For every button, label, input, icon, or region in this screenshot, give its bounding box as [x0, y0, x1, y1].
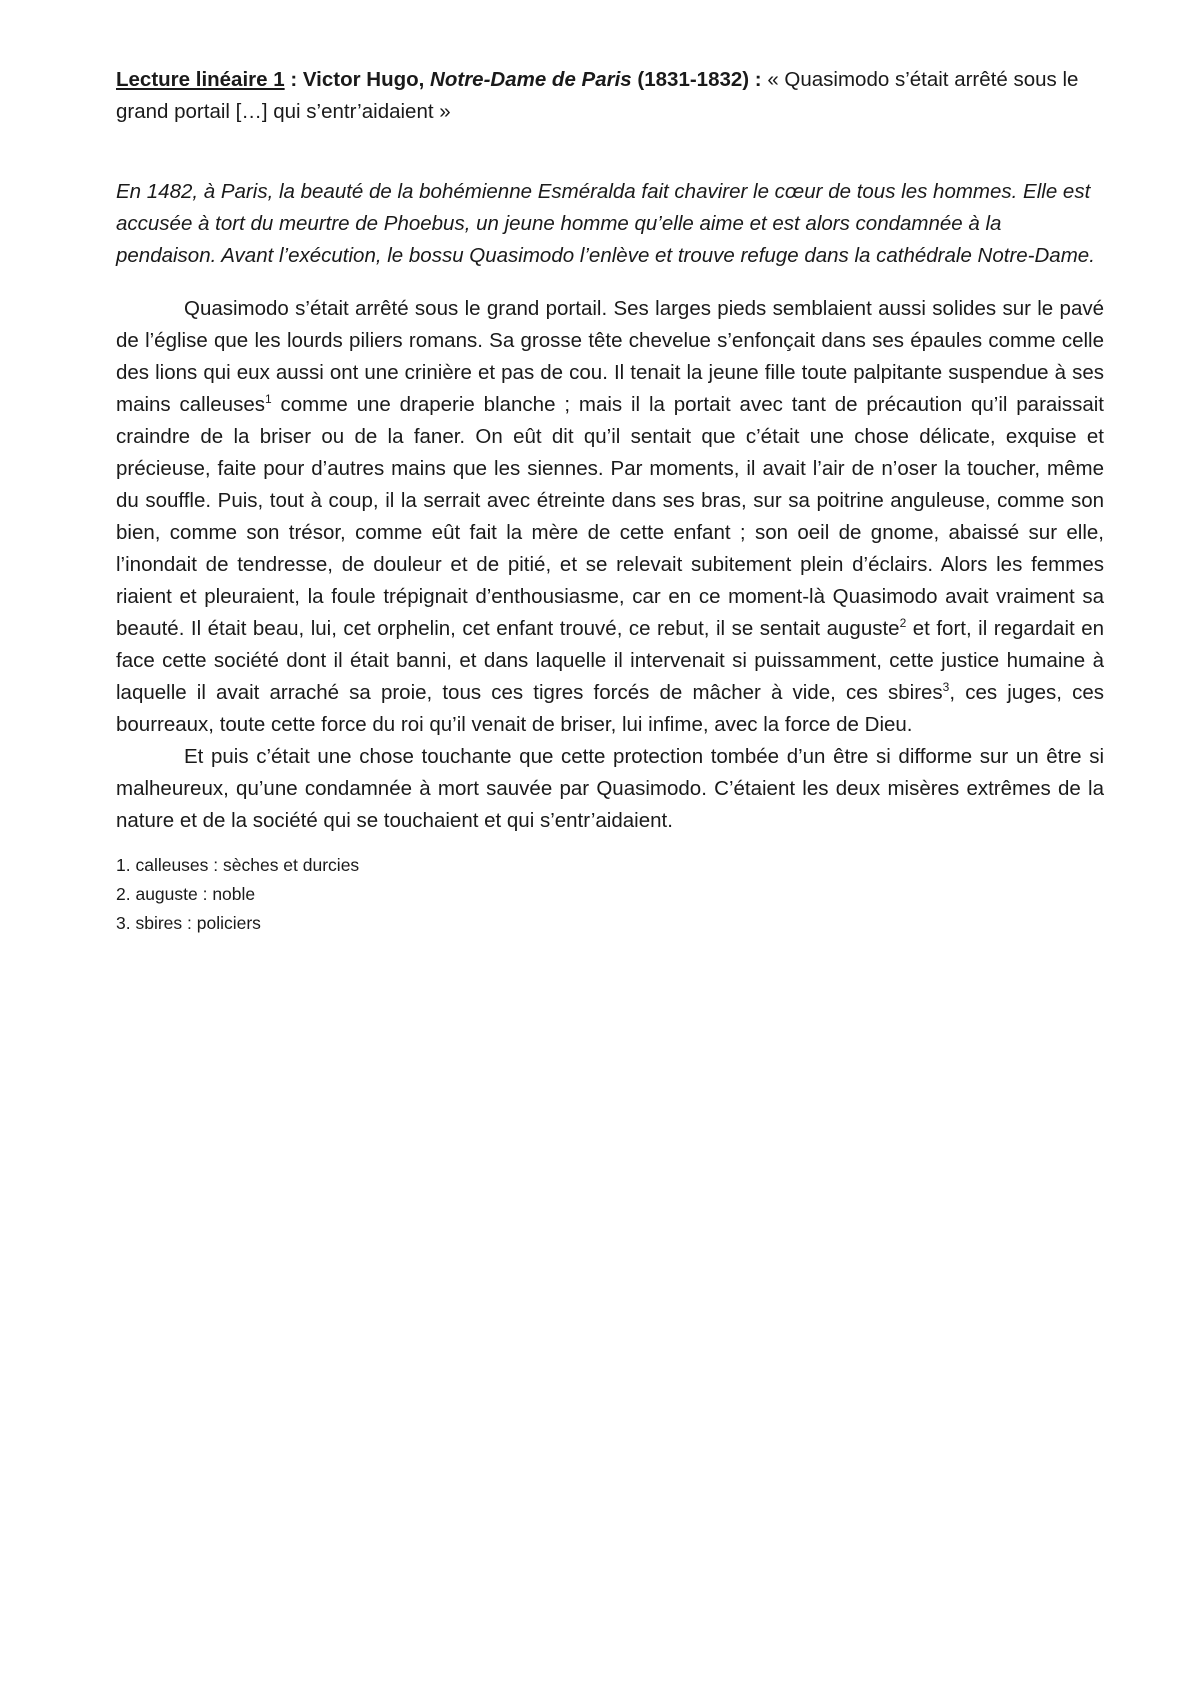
excerpt-quote: « Quasimodo s’était arrêté sous le grand portail […] qui s’entr’aidaient » — [116, 68, 1079, 123]
footnotes — [116, 851, 1104, 938]
paragraph-1-part-3: et fort, il regardait en face cette société dont il était banni, et dans laquelle il intervenait si puissamment, cette justice humaine à laquelle il avait arraché sa proie, tous ces tigres forcés de mâcher à vide, ces sbires — [116, 616, 1104, 704]
paragraph-1-part-4: , ces juges, ces bourreaux, toute cette force du roi qu’il venait de briser, lui infime, avec la force de Dieu. — [116, 680, 1104, 736]
footnote-ref-2: 2 — [899, 615, 907, 630]
paragraph-1-part-1: Quasimodo s’était arrêté sous le grand portail. Ses larges pieds semblaient aussi solides sur le pavé de l’église que les lourds piliers romans. Sa grosse tête chevelue s’enfonçait dans ses épaules comme celle des lions qui eux aussi ont une crinière et pas de cou. Il tenait la jeune fille toute palpitante suspendue à ses mains calleuses — [116, 296, 1104, 416]
excerpt-text — [116, 293, 1104, 837]
title-separator: : — [284, 68, 303, 91]
excerpt-paragraph-1 — [116, 293, 1104, 741]
document-title — [116, 64, 1104, 128]
footnote-1: 1. calleuses : sèches et durcies — [116, 854, 360, 875]
footnote-ref-1: 1 — [265, 391, 272, 406]
footnote-3: 3. sbires : policiers — [116, 912, 261, 933]
excerpt-paragraph-2: Et puis c’était une chose touchante que cette protection tombée d’un être si difforme sur un être si malheureux, qu’une condamnée à mort sauvée par Quasimodo. C’étaient les deux misères extrêmes de la nature et de la société qui se touchaient et qui s’entr’aidaient. — [116, 744, 1104, 832]
lesson-label: Lecture linéaire 1 — [116, 68, 285, 91]
context-intro: En 1482, à Paris, la beauté de la bohémienne Esméralda fait chavirer le cœur de tous les hommes. Elle est accusée à tort du meurtre de Phoebus, un jeune homme qu’elle aime et est alors condamnée à la pendaison. Avant l’exécution, le bossu Quasimodo l’enlève et trouve refuge dans la cathédrale Notre-Dame. — [116, 180, 1095, 267]
document-page — [116, 64, 1104, 938]
work-title: Notre-Dame de Paris — [430, 68, 632, 91]
paragraph-1-part-2: comme une draperie blanche ; mais il la portait avec tant de précaution qu’il paraissait craindre de la briser ou de la faner. On eût dit qu’il sentait que c’était une chose délicate, exquise et précieuse, faite pour d’autres mains que les siennes. Par moments, il avait l’air de n’oser la toucher, même du souffle. Puis, tout à coup, il la serrait avec étreinte dans ses bras, sur sa poitrine anguleuse, comme son bien, comme son trésor, comme eût fait la mère de cette enfant ; son oeil de gnome, abaissé sur elle, l’inondait de tendresse, de douleur et de pitié, et se relevait subitement plein d’éclairs. Alors les femmes riaient et pleuraient, la foule trépignait d’enthousiasme, car en ce moment-là Quasimodo avait vraiment sa beauté. Il était beau, lui, cet orphelin, cet enfant trouvé, ce rebut, il se sentait auguste — [116, 392, 1105, 640]
author-name: Victor Hugo, — [302, 68, 431, 91]
footnote-ref-3: 3 — [942, 679, 950, 694]
footnote-2: 2. auguste : noble — [116, 883, 256, 904]
publication-dates: (1831-1832) : — [631, 68, 768, 91]
